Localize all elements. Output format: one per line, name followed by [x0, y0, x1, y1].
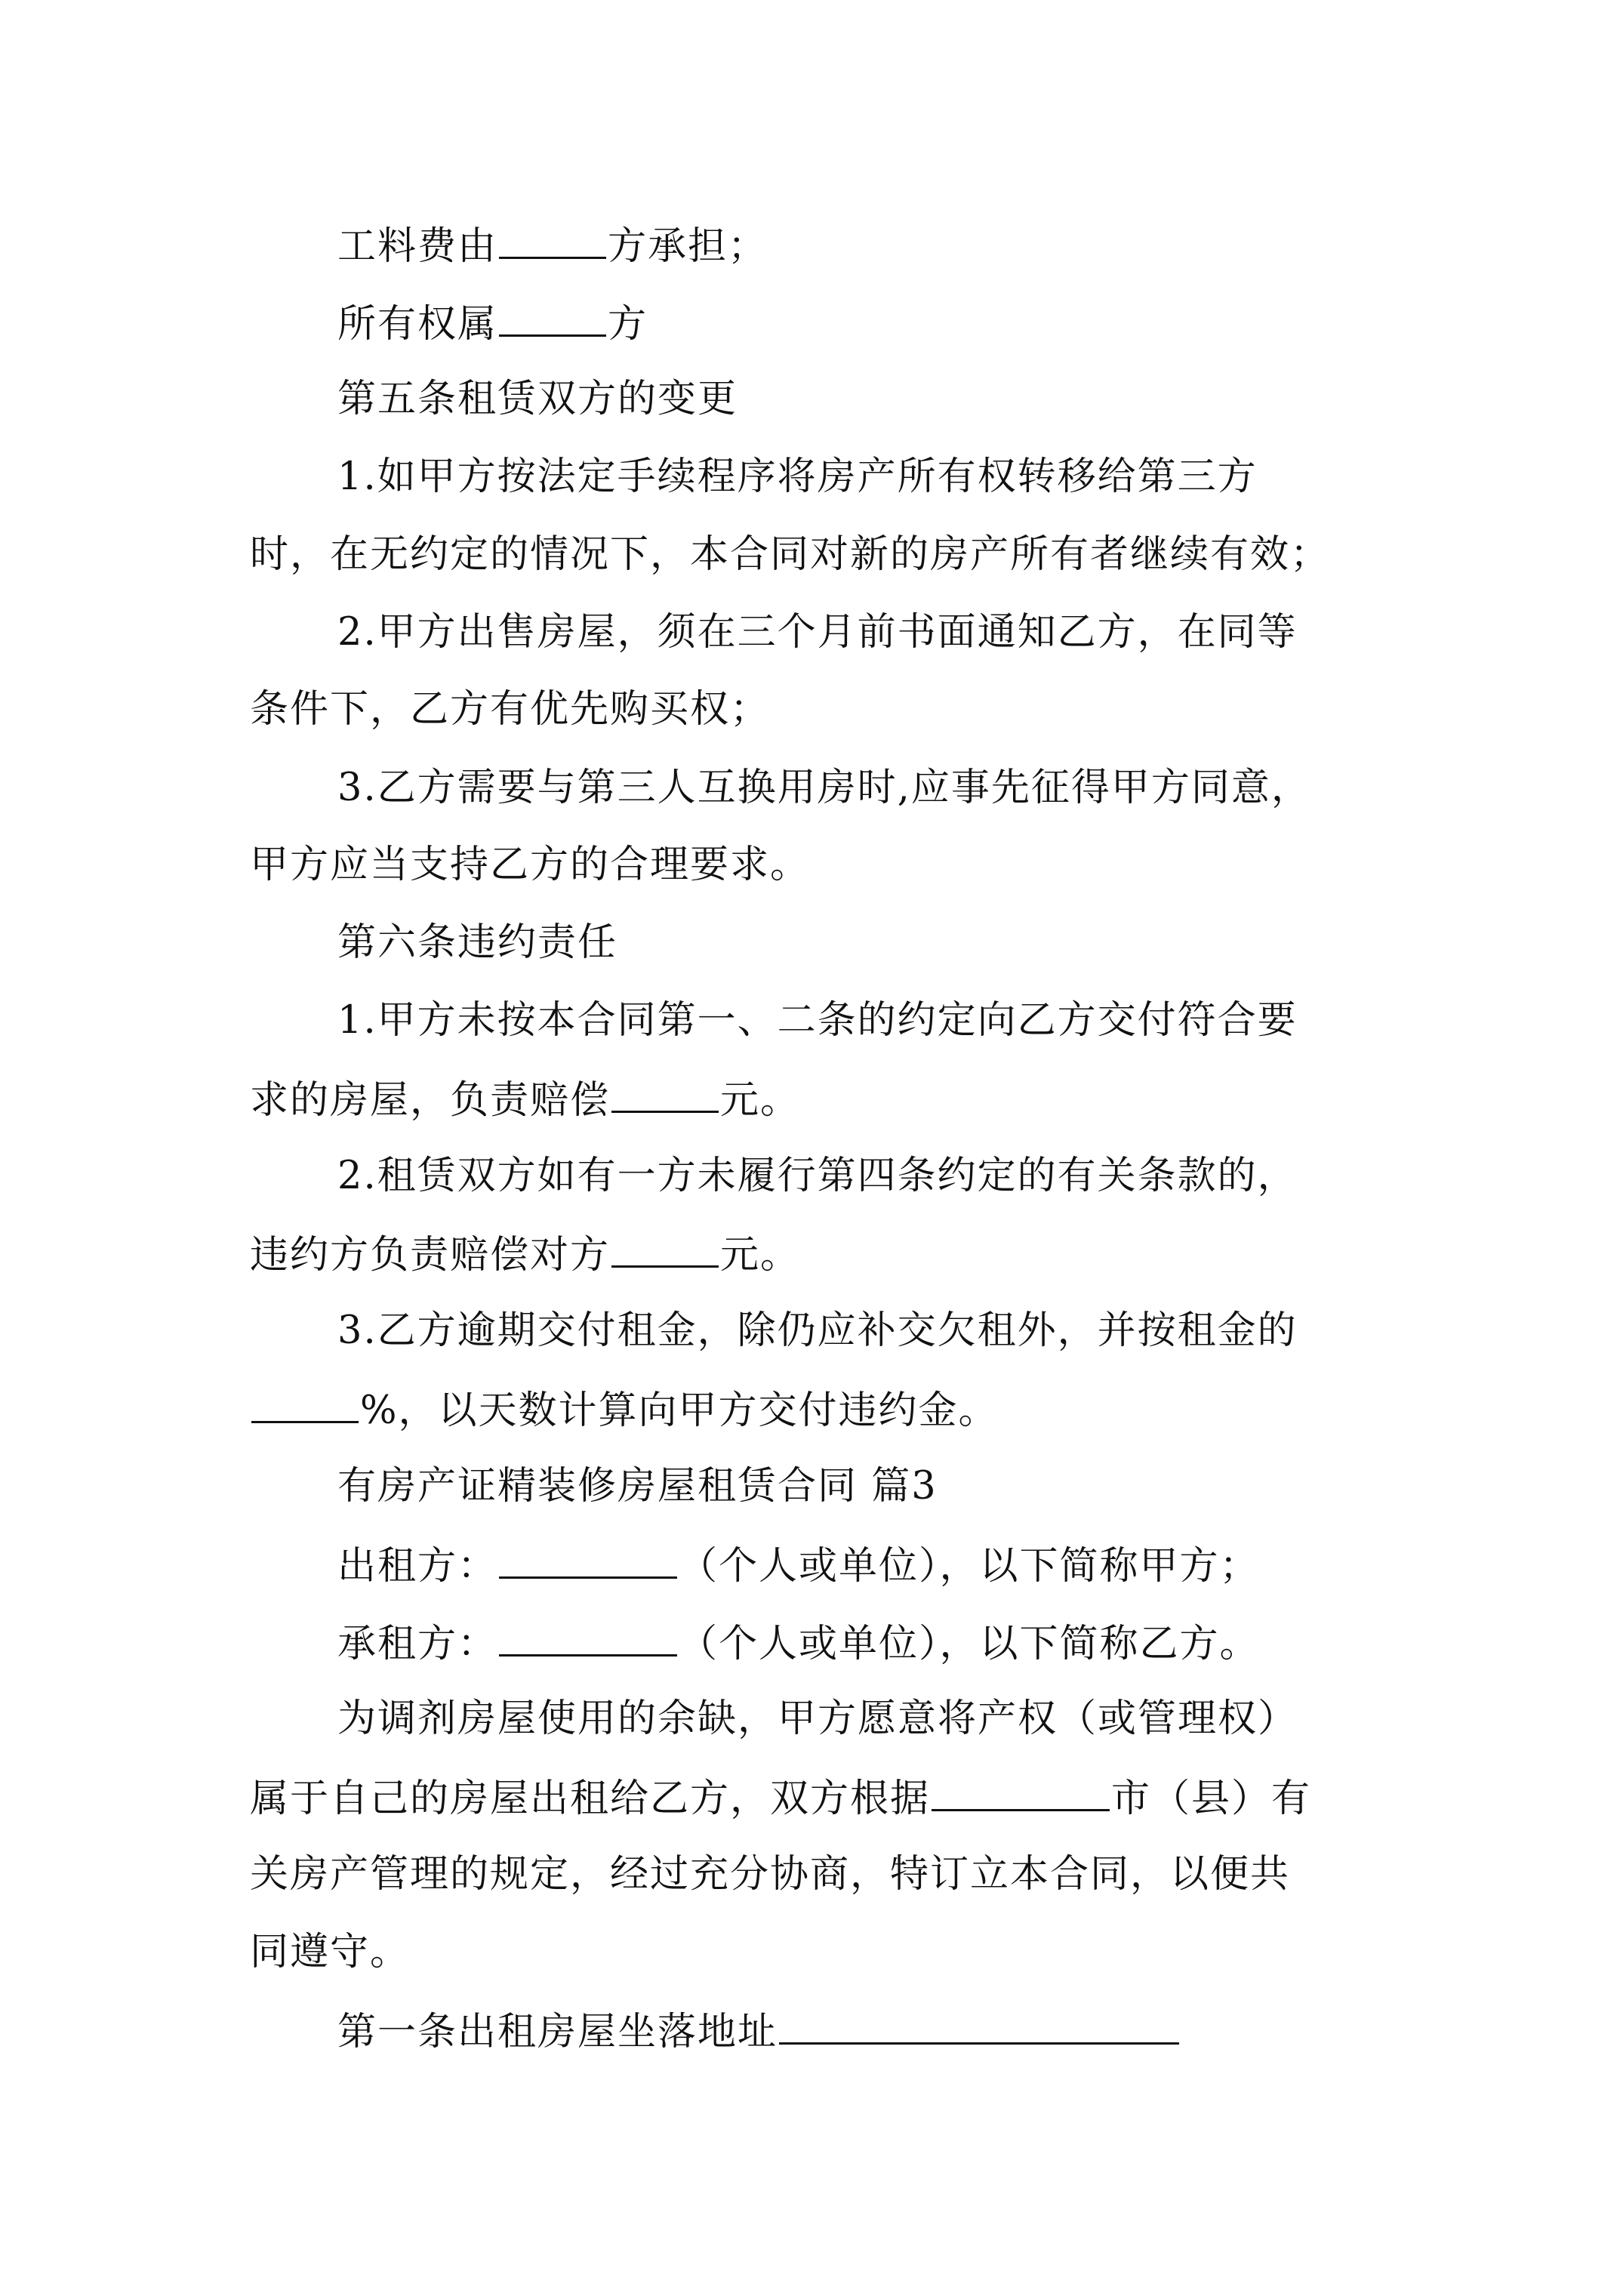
paragraph-line: 2.甲方出售房屋，须在三个月前书面通知乙方，在同等 — [337, 610, 1298, 655]
paragraph-line: 1.甲方未按本合同第一、二条的约定向乙方交付符合要 — [337, 998, 1298, 1043]
paragraph-line: 时，在无约定的情况下，本合同对新的房产所有者继续有效； — [250, 532, 1331, 577]
paragraph-line — [0, 1773, 1623, 1823]
paragraph-line: 同遵守。 — [250, 1930, 411, 1974]
text-segment: 方承担； — [608, 224, 768, 269]
section-heading: 第五条租赁双方的变更 — [337, 377, 738, 421]
paragraph-line — [0, 1074, 1623, 1125]
section-heading: 第六条违约责任 — [337, 920, 618, 965]
text-segment: 元。 — [720, 1078, 801, 1123]
text-segment: （个人或单位），以下简称甲方； — [679, 1544, 1260, 1589]
text-segment: 求的房屋，负责赔偿 — [250, 1078, 611, 1123]
text-segment: 工料费由 — [337, 224, 498, 269]
text-segment: 所有权属 — [337, 302, 498, 347]
paragraph-line: 关房产管理的规定，经过充分协商，特订立本合同，以便共 — [250, 1852, 1291, 1897]
text-segment: 市（县）有 — [1111, 1777, 1312, 1821]
paragraph-line: 甲方应当支持乙方的合理要求。 — [250, 843, 811, 887]
fill-in-blank — [251, 1385, 359, 1423]
fill-in-blank — [499, 220, 606, 259]
fill-in-blank — [779, 2006, 1179, 2045]
fill-in-blank — [499, 1618, 677, 1657]
paragraph-line — [0, 1540, 1623, 1591]
section-heading: 有房产证精装修房屋租赁合同 篇3 — [337, 1464, 938, 1509]
paragraph-line — [0, 298, 1623, 349]
paragraph-line — [0, 1385, 1623, 1435]
text-segment: 违约方负责赔偿对方 — [250, 1233, 611, 1277]
paragraph-line: 1.如甲方按法定手续程序将房产所有权转移给第三方 — [337, 455, 1258, 499]
text-segment: 属于自己的房屋出租给乙方，双方根据 — [250, 1777, 931, 1821]
text-segment: %，以天数计算向甲方交付违约金。 — [360, 1388, 999, 1433]
text-segment: 出租方： — [337, 1544, 498, 1589]
text-segment: 方 — [608, 302, 648, 347]
fill-in-blank — [611, 1074, 719, 1113]
paragraph-line: 条件下，乙方有优先购买权； — [250, 687, 771, 732]
paragraph-line: 2.租赁双方如有一方未履行第四条约定的有关条款的， — [337, 1154, 1298, 1198]
fill-in-blank — [611, 1229, 719, 1268]
paragraph-line: 3.乙方逾期交付租金，除仍应补交欠租外，并按租金的 — [337, 1308, 1298, 1353]
text-segment: 元。 — [720, 1233, 801, 1277]
paragraph-line — [0, 1229, 1623, 1280]
paragraph-line — [0, 1618, 1623, 1669]
text-segment: 承租方： — [337, 1622, 498, 1666]
text-segment: 第一条出租房屋坐落地址 — [337, 2010, 778, 2054]
paragraph-line — [0, 2006, 1623, 2057]
paragraph-line — [0, 220, 1623, 271]
paragraph-line: 为调剂房屋使用的余缺，甲方愿意将产权（或管理权） — [337, 1697, 1298, 1741]
text-segment: （个人或单位），以下简称乙方。 — [679, 1622, 1260, 1666]
fill-in-blank — [932, 1773, 1110, 1811]
fill-in-blank — [499, 298, 606, 337]
fill-in-blank — [499, 1540, 677, 1579]
paragraph-line: 3.乙方需要与第三人互换用房时,应事先征得甲方同意， — [337, 766, 1311, 810]
